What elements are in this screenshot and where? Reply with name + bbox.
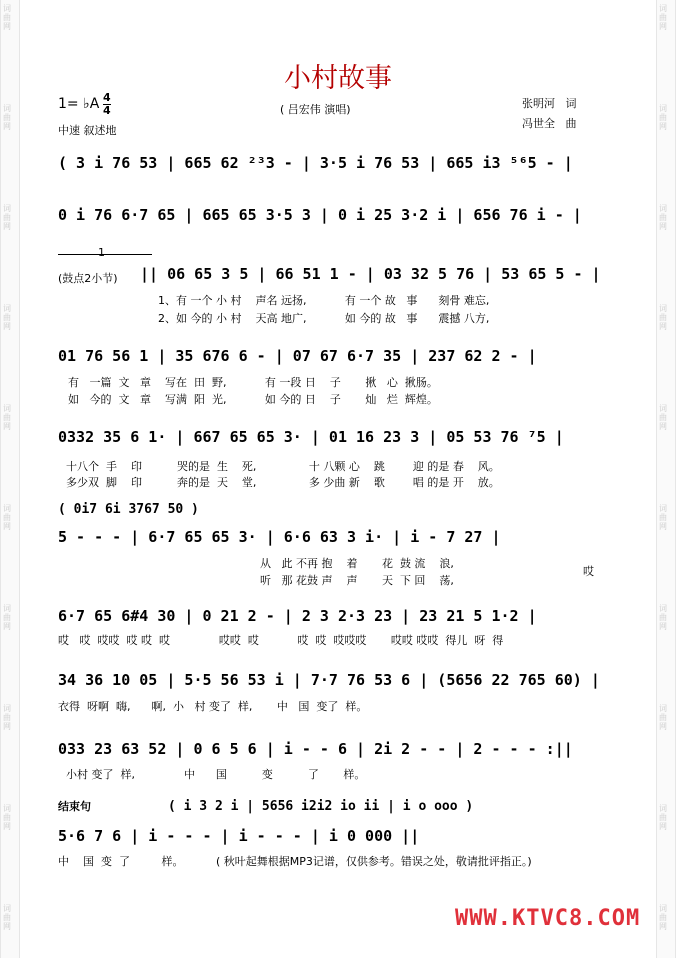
side-label: 词曲网 (659, 404, 667, 431)
side-label: 词曲网 (3, 404, 11, 431)
score-line-10-accompaniment: ( i 3 2 i | 5656 i2i2 io ii | i o ooo ) (168, 799, 474, 814)
side-label: 词曲网 (659, 204, 667, 231)
time-signature (103, 92, 111, 117)
side-label: 词曲网 (3, 4, 11, 31)
lyrics-line-4-verse-1: 有 一篇 文 章 写在 田 野, 有 一段 日 子 揪 心 揪肠。 (68, 376, 438, 389)
side-label: 词曲网 (659, 104, 667, 131)
score-line-3: || 06 65 3 5 | 66 51 1 - | 03 32 5 76 | 53 65 5 - | (140, 265, 601, 283)
side-label: 词曲网 (3, 504, 11, 531)
volta-bracket (58, 254, 152, 255)
score-line-7: 6·7 65 6#4 30 | 0 21 2 - | 2 3 2·3 23 | 23 21 5 1·2 | (58, 607, 537, 625)
lyrics-line-5-verse-1: 十八个 手 印 哭的是 生 死, 十 八颗 心 跳 迎 的是 春 风。 (66, 460, 500, 473)
tempo-marking: 中速 叙述地 (58, 124, 117, 137)
time-signature-bottom: 4 (103, 104, 111, 117)
side-label: 词曲网 (659, 704, 667, 731)
lyrics-line-3-verse-2: 2、如 今的 小 村 天高 地广, 如 今的 故 事 震撼 八方, (158, 312, 490, 325)
score-line-2: 0 i 76 6·7 65 | 665 65 3·5 3 | 0 i 25 3·2 i | 656 76 i - | (58, 206, 582, 224)
lyrics-line-4-verse-2: 如 今的 文 章 写满 阳 光, 如 今的 日 子 灿 烂 辉煌。 (68, 393, 438, 406)
lyrics-line-3-verse-1: 1、有 一个 小 村 声名 远扬, 有 一个 故 事 刻骨 难忘, (158, 294, 490, 307)
right-side-watermark-strip (656, 0, 676, 958)
score-line-10: 5·6 7 6 | i - - - | i - - - | i 0 000 || (58, 827, 420, 845)
key-signature: 1= ♭A (58, 96, 100, 112)
site-watermark: WWW.KTVC8.COM (455, 906, 641, 931)
side-label: 词曲网 (659, 804, 667, 831)
song-title: 小村故事 (284, 63, 392, 94)
side-label: 词曲网 (3, 604, 11, 631)
score-line-5: 0332 35 6 1· | 667 65 65 3· | 01 16 23 3 | 05 53 76 ⁷5 | (58, 428, 564, 446)
lyrics-line-6-verse-2: 听 那 花鼓 声 声 天 下 回 荡, (260, 574, 454, 587)
lyrics-line-7: 哎 哎 哎哎 哎 哎 哎 哎哎 哎 哎 哎 哎哎哎 哎哎 哎哎 得儿 呀 得 (58, 634, 504, 647)
singer-credit: ( 吕宏伟 演唱) (280, 103, 351, 116)
score-line-6: 5 - - - | 6·7 65 65 3· | 6·6 63 3 i· | i - 7 27 | (58, 528, 501, 546)
side-label: 词曲网 (3, 704, 11, 731)
lyrics-line-6-right: 哎 (583, 565, 594, 578)
score-line-4: 01 76 56 1 | 35 676 6 - | 07 67 6·7 35 | 237 62 2 - | (58, 347, 537, 365)
score-line-9: 033 23 63 52 | 0 6 5 6 | i - - 6 | 2i 2 - - | 2 - - - :|| (58, 740, 573, 758)
lyrics-line-9: 小村 变了 样, 中 国 变 了 样。 (66, 768, 366, 781)
volta-number: 1 (98, 246, 105, 259)
drum-intro-note: (鼓点2小节) (58, 272, 118, 285)
lyrics-line-6-verse-1: 从 此 不再 抱 着 花 鼓 流 浪, (260, 557, 454, 570)
side-label: 词曲网 (659, 504, 667, 531)
lyrics-line-8: 衣得 呀啊 嗨, 啊, 小 村 变了 样, 中 国 变了 样。 (58, 700, 368, 713)
lyrics-line-5-verse-2: 多少双 脚 印 奔的是 天 堂, 多 少曲 新 歌 唱 的是 开 放。 (66, 476, 500, 489)
left-side-watermark-strip (0, 0, 20, 958)
side-label: 词曲网 (3, 104, 11, 131)
side-label: 词曲网 (659, 604, 667, 631)
score-line-1: ( 3 i 76 53 | 665 62 ²³3 - | 3·5 i 76 53 | 665 i3 ⁵⁶5 - | (58, 154, 573, 172)
composer-credit: 冯世全 曲 (522, 117, 577, 130)
transcription-footnote: ( 秋叶起舞根据MP3记谱，仅供参考。错误之处，敬请批评指正。) (216, 855, 532, 868)
side-label: 词曲网 (659, 304, 667, 331)
score-line-8: 34 36 10 05 | 5·5 56 53 i | 7·7 76 53 6 | (5656 22 765 60) | (58, 671, 600, 689)
side-label: 词曲网 (3, 904, 11, 931)
side-label: 词曲网 (3, 304, 11, 331)
lyrics-line-10: 中 国 变 了 样。 (58, 855, 184, 868)
side-label: 词曲网 (659, 4, 667, 31)
side-label: 词曲网 (659, 904, 667, 931)
ending-label: 结束句 (58, 800, 91, 813)
lyricist-credit: 张明河 词 (522, 97, 577, 110)
credits (522, 94, 577, 134)
score-line-6-interlude: ( 0i7 6i 3767 50 ) (58, 502, 199, 517)
time-signature-top: 4 (103, 91, 111, 104)
side-label: 词曲网 (3, 804, 11, 831)
side-label: 词曲网 (3, 204, 11, 231)
